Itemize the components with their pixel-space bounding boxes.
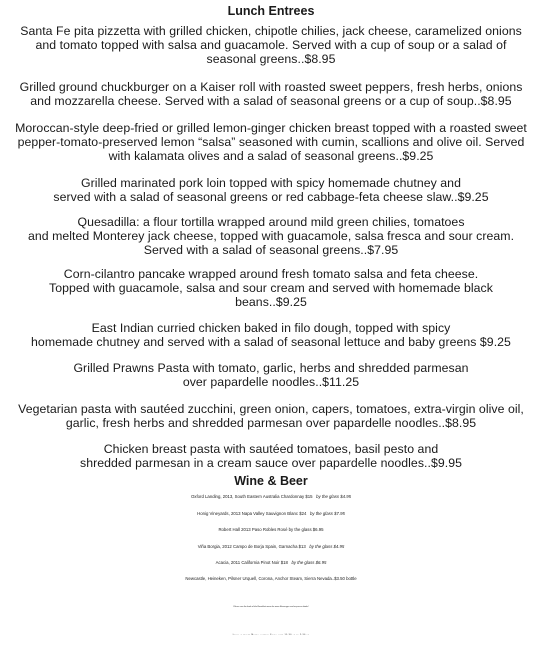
- menu-item-pizzetta: [4, 24, 538, 66]
- menu-item-vegetarian-pasta: [4, 402, 538, 430]
- menu-item-corn-pancake: [4, 267, 538, 309]
- menu-item-line: garlic, fresh herbs and shredded parmesan over papardelle noodles..$8.95: [65, 416, 477, 430]
- by-the-glass-price: by the glass $7.95: [309, 511, 345, 516]
- beer-list-text: Newcastle, Heineken, Pilsner Urquell, Corona, Anchor Steam, Sierra Nevada..$3.50 bottle: [185, 576, 357, 581]
- menu-item-line: Corn-cilantro pancake wrapped around fresh tomato salsa and feta cheese.: [63, 267, 479, 281]
- wine-item-text: Acacia, 2011 California Pinot Noir $18: [215, 560, 288, 565]
- beverages-note: Please see the back of the Breakfast menu for more Beverages and espresso drinks!: [233, 606, 309, 608]
- menu-item-line: Quesadilla: a flour tortilla wrapped around mild green chilies, tomatoes: [77, 215, 465, 229]
- menu-item-line: Grilled marinated pork loin topped with spicy homemade chutney and: [81, 176, 461, 190]
- menu-item-line: Moroccan-style deep-fried or grilled lemon-ginger chicken breast topped with a roasted sweet: [15, 121, 527, 135]
- wine-item-text: Viña Borgia, 2012 Campo de Borja Spain, Garnacha $13: [197, 544, 306, 549]
- menu-item-line: over papardelle noodles..$11.25: [182, 375, 360, 389]
- wine-item-text: Honig Vineyards, 2013 Napa Valley Sauvignon Blanc $24: [197, 511, 307, 516]
- wine-item-vina-borgia: [0, 540, 542, 554]
- menu-item-chicken-pasta: [4, 442, 538, 470]
- menu-item-quesadilla: [4, 215, 538, 257]
- menu-item-line: with kalamata olives and a salad of seasonal greens..$9.25: [108, 149, 434, 163]
- menu-item-line: and tomato topped with salsa and guacamole. Served with a cup of soup or a salad of: [35, 38, 507, 52]
- menu-item-line: homemade chutney and served with a salad of seasonal lettuce and baby greens $9.25: [31, 335, 511, 349]
- by-the-glass-price: by the glass $4.95: [309, 544, 345, 549]
- menu-item-line: served with a salad of seasonal greens or red cabbage-feta cheese slaw..$9.25: [53, 190, 489, 204]
- wine-item-robert-hall: [0, 523, 542, 537]
- menu-item-line: East Indian curried chicken baked in filo dough, topped with spicy: [91, 321, 451, 335]
- menu-item-moroccan-chicken: [4, 121, 538, 163]
- menu-item-line: Grilled Prawns Pasta with tomato, garlic, herbs and shredded parmesan: [73, 361, 469, 375]
- beer-list: [0, 572, 542, 586]
- wine-item-oxford-landing: [0, 490, 542, 504]
- wine-item-acacia: [0, 556, 542, 570]
- menu-item-line: and mozzarella cheese. Served with a salad of seasonal greens or a cup of soup..$8.95: [30, 94, 512, 108]
- menu-item-line: shredded parmesan in a cream sauce over papardelle noodles..$9.95: [80, 456, 462, 470]
- menu-item-chuckburger: [4, 80, 538, 108]
- by-the-glass-price: by the glass $6.95: [291, 560, 327, 565]
- menu-item-line: seasonal greens..$8.95: [206, 52, 336, 66]
- by-the-glass-price: by the glass $4.95: [316, 494, 352, 499]
- menu-item-prawns-pasta: [4, 361, 538, 389]
- wine-item-honig: [0, 507, 542, 521]
- menu-item-line: Vegetarian pasta with sautéed zucchini, green onion, capers, tomatoes, extra-virgin olive oil,: [18, 402, 524, 416]
- menu-item-pork-loin: [4, 176, 538, 204]
- menu-item-line: Served with a salad of seasonal greens..$7.95: [143, 243, 399, 257]
- wine-beer-heading: Wine & Beer: [234, 474, 308, 488]
- menu-item-line: Chicken breast pasta with sautéed tomatoes, basil pesto and: [103, 442, 439, 456]
- wine-item-text: Robert Hall 2013 Paso Robles Rosé by the glass $6.95: [218, 527, 324, 532]
- menu-item-line: Santa Fe pita pizzetta with grilled chicken, chipotle chilies, jack cheese, caramelized onions: [20, 24, 522, 38]
- wine-item-text: Oxford Landing, 2013, South Eastern Australia Chardonnay $15: [190, 494, 313, 499]
- lunch-hours: Lunch is served Monday through Friday from 11:30 am to 2:30 pm: [232, 634, 310, 636]
- menu-item-line: and melted Monterey jack cheese, topped with guacamole, salsa fresca and sour cream.: [27, 229, 515, 243]
- menu-item-line: Grilled ground chuckburger on a Kaiser roll with roasted sweet peppers, fresh herbs, onions: [19, 80, 523, 94]
- menu-item-curried-chicken: [4, 321, 538, 349]
- menu-item-line: Topped with guacamole, salsa and sour cream and served with homemade black: [49, 281, 493, 295]
- menu-item-line: pepper-tomato-preserved lemon “salsa” seasoned with cumin, scallions and olive oil. Served: [17, 135, 525, 149]
- lunch-entrees-heading: Lunch Entrees: [227, 4, 315, 18]
- menu-item-line: beans..$9.25: [235, 295, 307, 309]
